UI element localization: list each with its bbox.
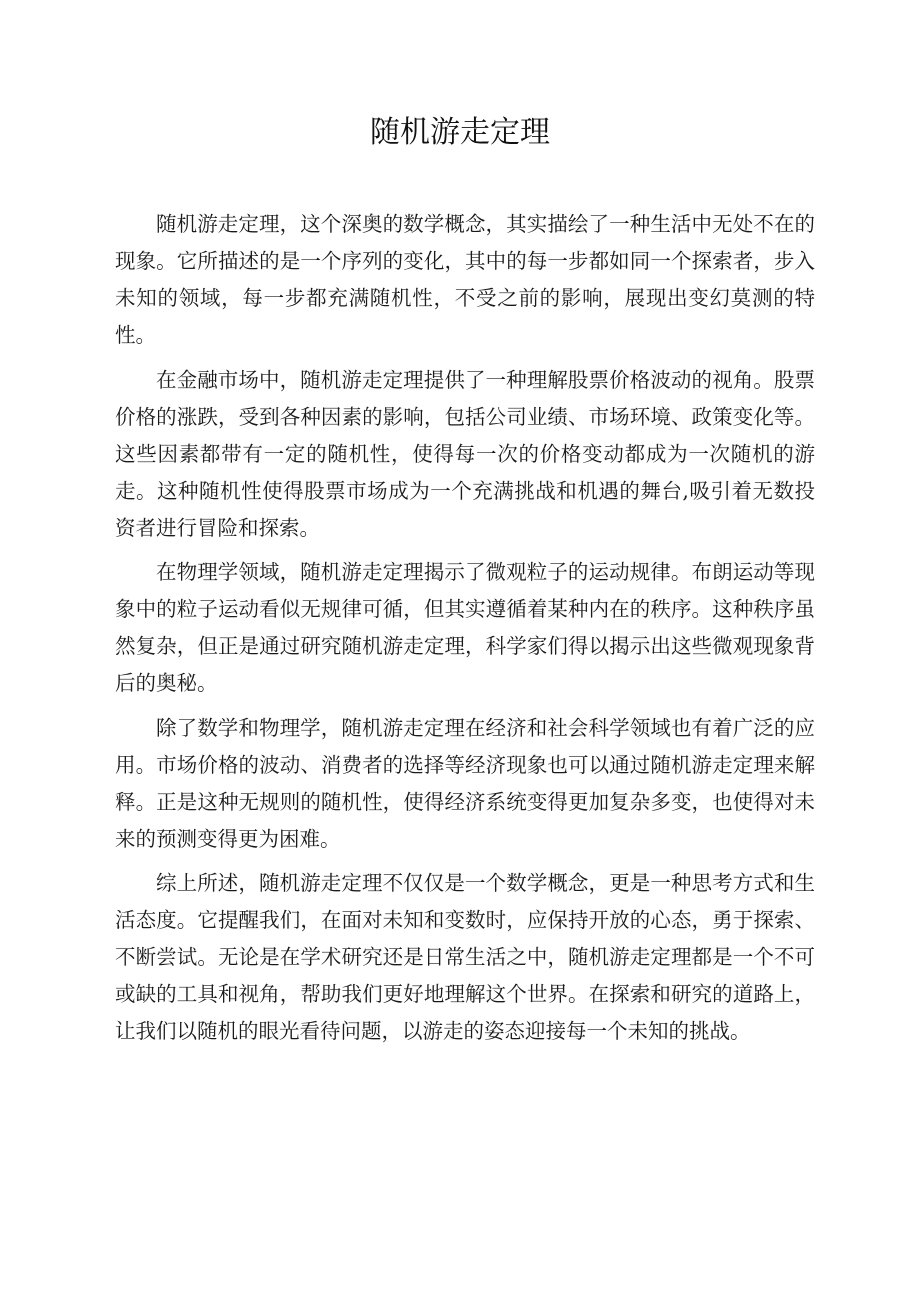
- paragraph-physics: 在物理学领域，随机游走定理揭示了微观粒子的运动规律。布朗运动等现象中的粒子运动看似无规律可循，但其实遵循着某种内在的秩序。这种秩序虽然复杂，但正是通过研究随机游走定理，科学家们得以揭示出这些微观现象背后的奥秘。: [115, 560, 815, 695]
- paragraph-finance: 在金融市场中，随机游走定理提供了一种理解股票价格波动的视角。股票价格的涨跌，受到各种因素的影响，包括公司业绩、市场环境、政策变化等。这些因素都带有一定的随机性，使得每一次的价格变动都成为一次随机的游走。这种随机性使得股票市场成为一个充满挑战和机遇的舞台,吸引着无数投资者进行冒险和探索。: [115, 367, 815, 540]
- paragraph-conclusion: 综上所述，随机游走定理不仅仅是一个数学概念，更是一种思考方式和生活态度。它提醒我们，在面对未知和变数时，应保持开放的心态，勇于探索、不断尝试。无论是在学术研究还是日常生活之中，随机游走定理都是一个不可或缺的工具和视角，帮助我们更好地理解这个世界。在探索和研究的道路上，让我们以随机的眼光看待问题，以游走的姿态迎接每一个未知的挑战。: [115, 871, 815, 1043]
- paragraph-intro: 随机游走定理，这个深奥的数学概念，其实描绘了一种生活中无处不在的现象。它所描述的是一个序列的变化，其中的每一步都如同一个探索者，步入未知的领域，每一步都充满随机性，不受之前的影响，展现出变幻莫测的特性。: [115, 212, 815, 347]
- document-body: [115, 206, 815, 1058]
- paragraph-economics: 除了数学和物理学，随机游走定理在经济和社会科学领域也有着广泛的应用。市场价格的波动、消费者的选择等经济现象也可以通过随机游走定理来解释。正是这种无规则的随机性，使得经济系统变得更加复杂多变，也使得对未来的预测变得更为困难。: [115, 715, 815, 851]
- document-title: 随机游走定理: [370, 115, 550, 150]
